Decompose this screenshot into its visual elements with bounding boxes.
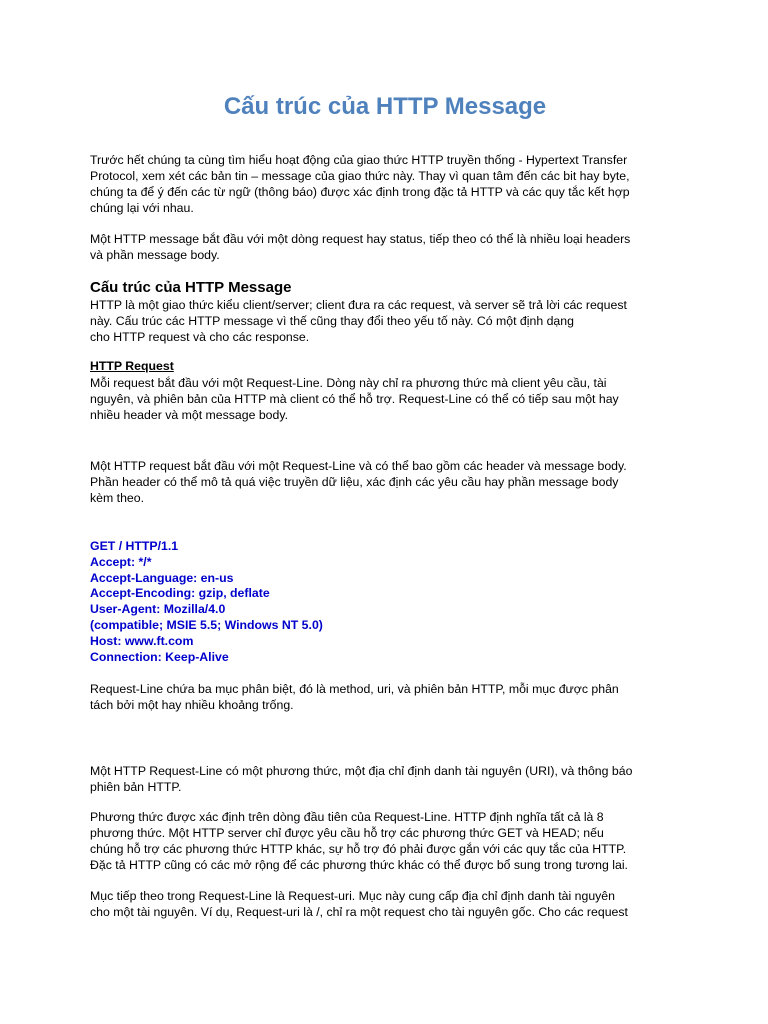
code-line: Accept: */*	[90, 554, 152, 569]
text-line: cho HTTP request và cho các response.	[90, 330, 310, 344]
uri-paragraph	[90, 763, 690, 795]
code-line: Accept-Language: en-us	[90, 570, 234, 585]
method-paragraph	[90, 809, 690, 873]
text-line: tách bởi một hay nhiều khoảng trống.	[90, 698, 294, 712]
text-line: HTTP là một giao thức kiểu client/server; client đưa ra các request, và server sẽ trả lời các request	[90, 298, 627, 312]
text-line: Phương thức được xác định trên dòng đầu tiên của Request-Line. HTTP định nghĩa tất cả là 8	[90, 810, 604, 824]
text-line: Trước hết chúng ta cùng tìm hiểu hoạt động của giao thức HTTP truyền thống - Hypertext Transfer	[90, 153, 628, 167]
requestline-paragraph	[90, 681, 690, 713]
subheading: HTTP Request	[90, 359, 174, 373]
text-line: chúng ta để ý đến các từ ngữ (thông báo) được xác định trong đặc tả HTTP và các quy tắc kết hợp	[90, 185, 630, 199]
text-line: Mỗi request bắt đầu với một Request-Line. Dòng này chỉ ra phương thức mà client yêu cầu, tài	[90, 376, 607, 390]
section-heading: Cấu trúc của HTTP Message	[90, 279, 292, 296]
code-block	[90, 539, 323, 665]
text-line: Một HTTP request bắt đầu với một Request-Line và có thể bao gồm các header và message body.	[90, 459, 627, 473]
code-line: Connection: Keep-Alive	[90, 649, 229, 664]
page-title: Cấu trúc của HTTP Message	[223, 93, 547, 120]
text-line: Phần header có thể mô tả quá việc truyền dữ liệu, xác định các yêu cầu hay phần message body	[90, 475, 619, 489]
text-line: Một HTTP message bắt đầu với một dòng request hay status, tiếp theo có thể là nhiều loại headers	[90, 232, 631, 246]
intro-paragraph	[90, 152, 690, 216]
text-line: cho một tài nguyên. Ví dụ, Request-uri là /, chỉ ra một request cho tài nguyên gốc. Cho các request	[90, 905, 628, 919]
request-paragraph	[90, 375, 690, 423]
text-line: phương thức. Một HTTP server chỉ được yêu cầu hỗ trợ các phương thức GET và HEAD; nếu	[90, 826, 604, 840]
text-line: chúng lại với nhau.	[90, 201, 194, 215]
text-line: nguyên, và phiên bản của HTTP mà client có thể hỗ trợ. Request-Line có thể có tiếp sau một hay	[90, 392, 619, 406]
code-line: GET / HTTP/1.1	[90, 539, 179, 553]
next-paragraph	[90, 888, 690, 920]
code-line: (compatible; MSIE 5.5; Windows NT 5.0)	[90, 617, 323, 632]
text-line: và phần message body.	[90, 248, 220, 262]
text-line: kèm theo.	[90, 491, 144, 505]
text-line: Request-Line chứa ba mục phân biệt, đó là method, uri, và phiên bản HTTP, mỗi mục được phân	[90, 682, 619, 696]
text-line: Mục tiếp theo trong Request-Line là Request-uri. Mục này cung cấp địa chỉ định danh tài nguyên	[90, 889, 615, 903]
text-line: Một HTTP Request-Line có một phương thức, một địa chỉ định danh tài nguyên (URI), và thông báo	[90, 764, 633, 778]
request-paragraph-2	[90, 458, 690, 506]
message-paragraph	[90, 231, 690, 263]
text-line: phiên bản HTTP.	[90, 780, 182, 794]
code-line: Host: www.ft.com	[90, 633, 194, 648]
text-line: này. Cấu trúc các HTTP message vì thế cũng thay đổi theo yếu tố này. Có một định dạng	[90, 314, 574, 328]
section-paragraph	[90, 297, 690, 345]
text-line: chúng hỗ trợ các phương thức HTTP khác, sự hỗ trợ đó phải được gắn với các quy tắc của HTTP.	[90, 842, 627, 856]
text-line: Protocol, xem xét các bản tin – message của giao thức này. Thay vì quan tâm đến các bit hay byte,	[90, 169, 630, 183]
text-line: nhiều header và một message body.	[90, 408, 289, 422]
code-line: User-Agent: Mozilla/4.0	[90, 602, 226, 617]
text-line: Đặc tả HTTP cũng có các mở rộng để các phương thức khác có thể được bổ sung trong tương lai.	[90, 858, 628, 872]
code-line: Accept-Encoding: gzip, deflate	[90, 586, 270, 601]
